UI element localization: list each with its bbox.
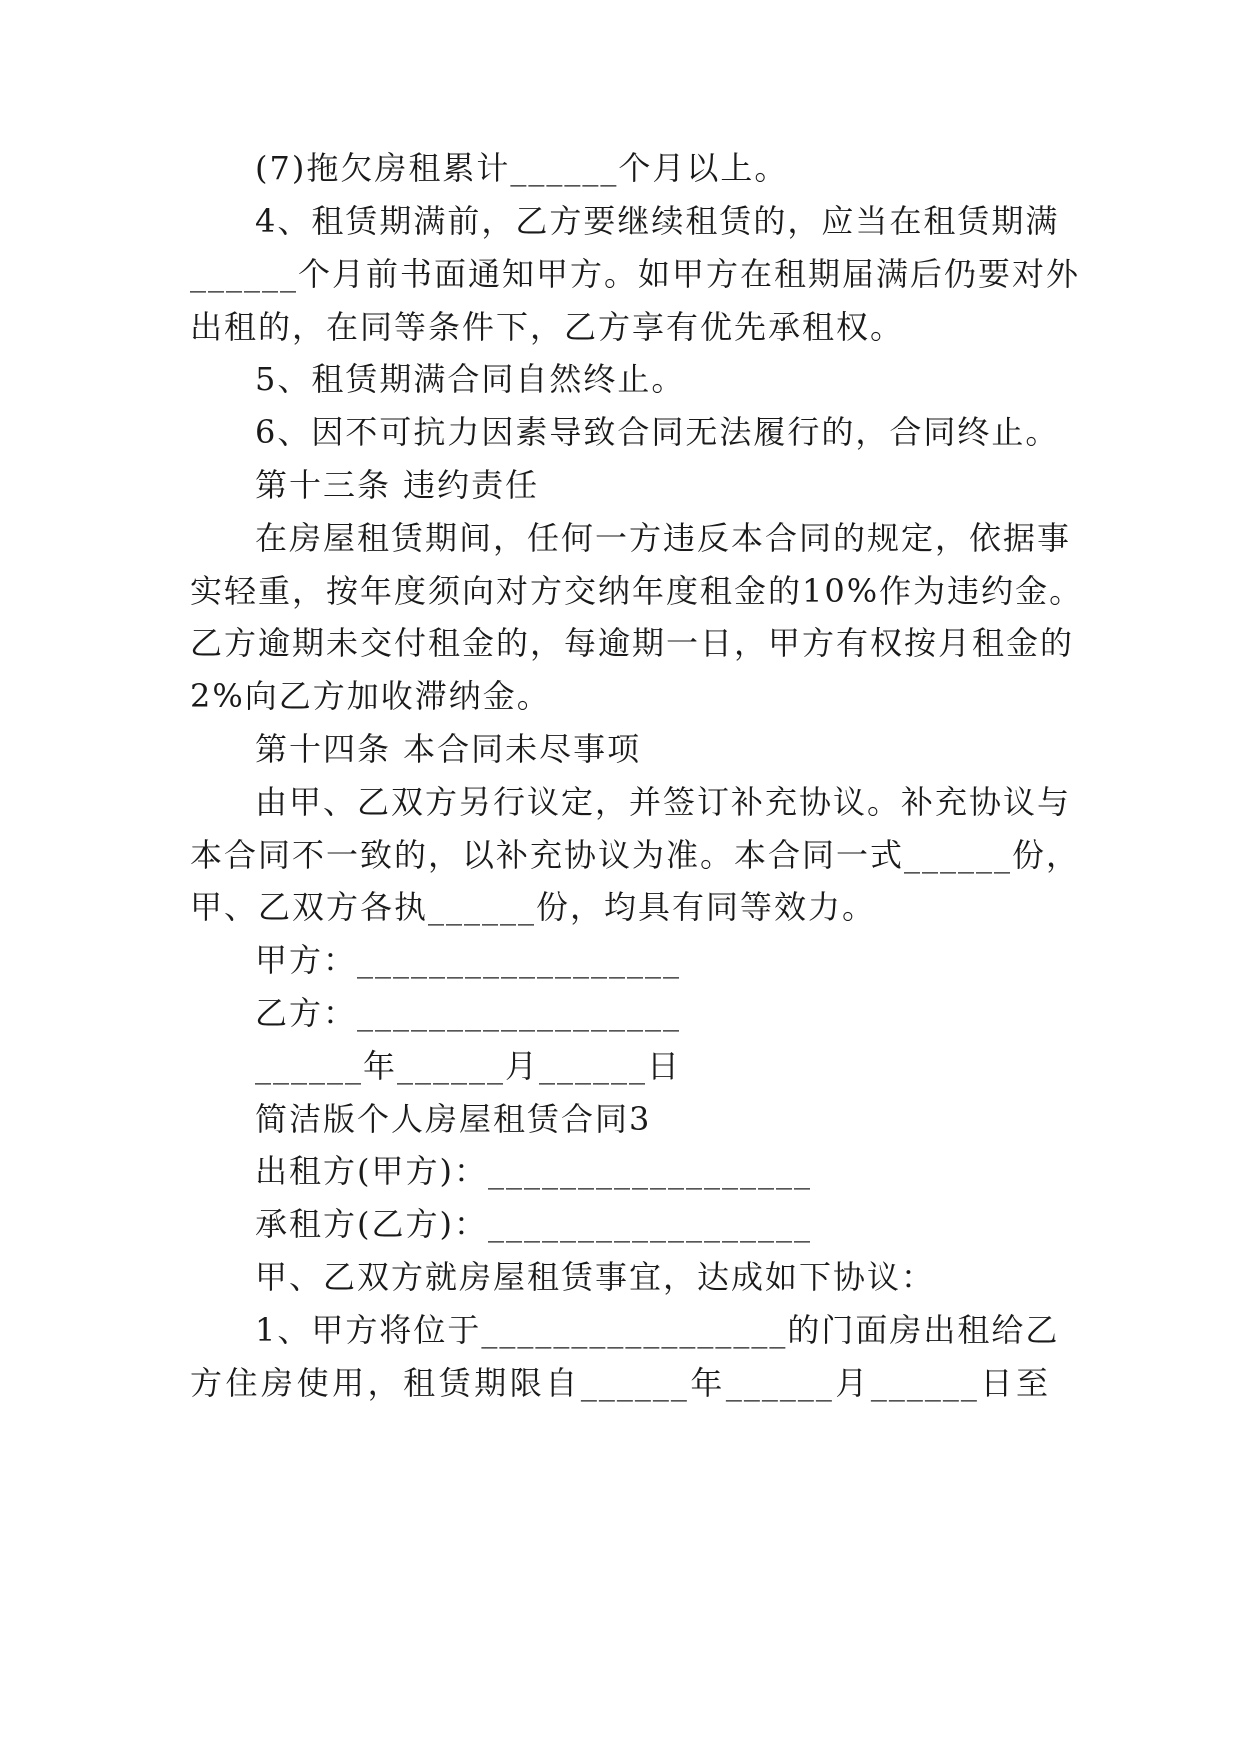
text-line: 出租的，在同等条件下，乙方享有优先承租权。 <box>190 308 905 346</box>
text-line: 2%向乙方加收滞纳金。 <box>190 677 551 715</box>
section-heading: 第十四条 本合同未尽事项 <box>255 730 642 768</box>
lessor-line: 出租方(甲方)：__________________ <box>255 1152 812 1190</box>
signature-line-party-a: 甲方：__________________ <box>255 941 682 979</box>
lessee-line: 承租方(乙方)：__________________ <box>255 1205 812 1243</box>
text-line: 本合同不一致的，以补充协议为准。本合同一式______份， <box>190 836 1081 874</box>
text-line: 6、因不可抗力因素导致合同无法履行的，合同终止。 <box>255 413 1060 451</box>
text-line: 乙方逾期未交付租金的，每逾期一日，甲方有权按月租金的 <box>190 624 1075 662</box>
signature-line-party-b: 乙方：__________________ <box>255 994 682 1032</box>
contract-title: 简洁版个人房屋租赁合同3 <box>255 1100 652 1138</box>
text-line: ______个月前书面通知甲方。如甲方在租期届满后仍要对外 <box>190 255 1081 293</box>
text-line: 在房屋租赁期间，任何一方违反本合同的规定，依据事 <box>255 519 1072 557</box>
text-line: (7)拖欠房租累计______个月以上。 <box>255 149 789 187</box>
text-line: 方住房使用，租赁期限自______年______月______日至 <box>190 1364 1050 1402</box>
text-line: 5、租赁期满合同自然终止。 <box>255 360 686 398</box>
text-line: 4、租赁期满前，乙方要继续租赁的，应当在租赁期满 <box>255 202 1060 240</box>
text-line: 甲、乙双方就房屋租赁事宜，达成如下协议： <box>255 1258 936 1296</box>
text-line: 实轻重，按年度须向对方交纳年度租金的10%作为违约金。 <box>190 572 1084 610</box>
section-heading: 第十三条 违约责任 <box>255 466 540 504</box>
text-line: 1、甲方将位于_________________的门面房出租给乙 <box>255 1311 1060 1349</box>
text-line: 甲、乙双方各执______份，均具有同等效力。 <box>190 888 877 926</box>
date-line: ______年______月______日 <box>255 1047 682 1085</box>
text-line: 由甲、乙双方另行议定，并签订补充协议。补充协议与 <box>255 783 1072 821</box>
